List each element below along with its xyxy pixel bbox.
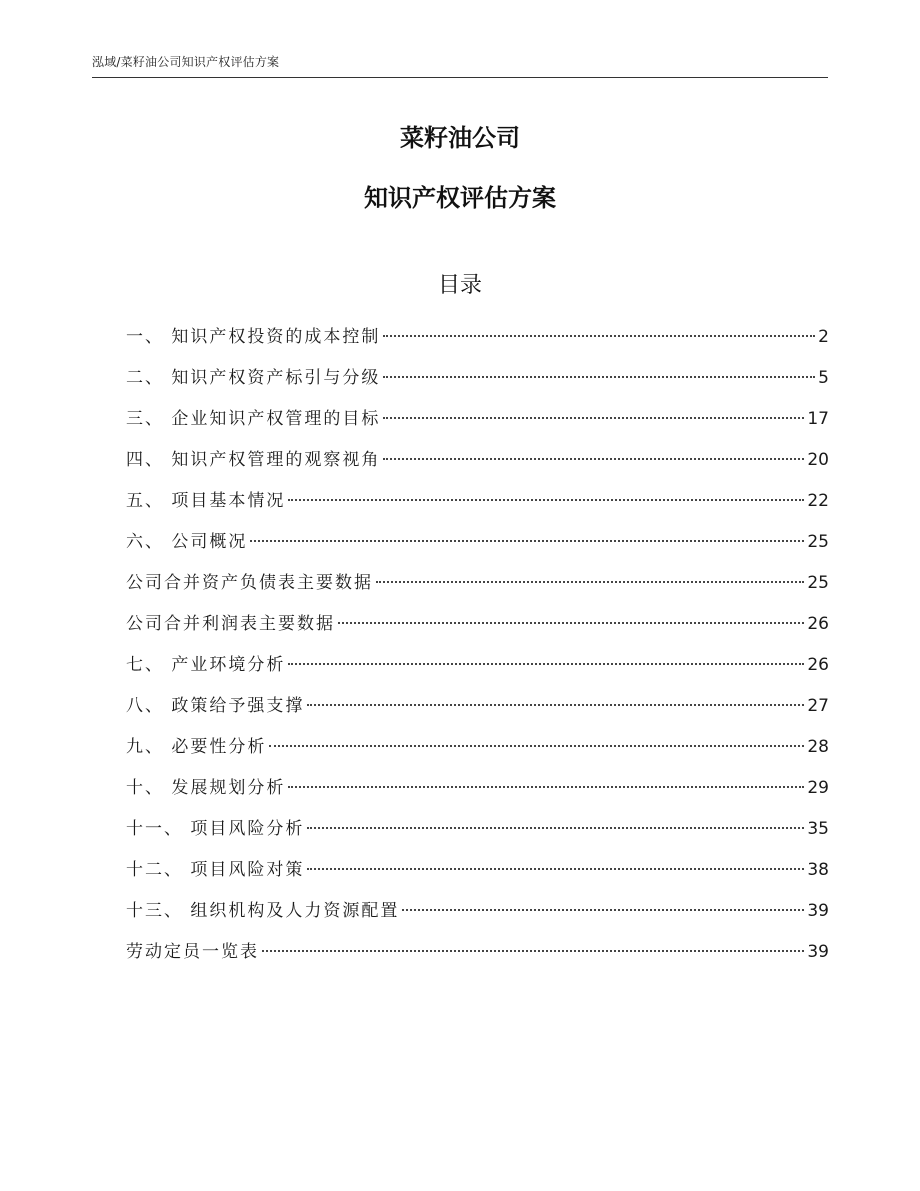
toc-entry-label: 七、 产业环境分析 (126, 655, 286, 675)
toc-entry[interactable] (126, 569, 829, 610)
toc-entry[interactable] (126, 446, 829, 487)
toc-dot-leader (307, 868, 804, 870)
toc-entry-page: 25 (807, 532, 829, 552)
toc-entry-label: 十、 发展规划分析 (126, 778, 286, 798)
toc-dot-leader (383, 417, 804, 419)
running-header: 泓域/菜籽油公司知识产权评估方案 (92, 55, 280, 69)
toc-dot-leader (383, 376, 815, 378)
toc-entry-label: 十二、 项目风险对策 (126, 860, 305, 880)
toc-entry[interactable] (126, 692, 829, 733)
toc-entry-page: 39 (807, 942, 829, 962)
toc-dot-leader (269, 745, 804, 747)
toc-entry-page: 20 (807, 450, 829, 470)
toc-entry-page: 2 (818, 327, 829, 347)
toc-entry-page: 26 (807, 655, 829, 675)
document-title-company: 菜籽油公司 (400, 124, 520, 152)
toc-entry-page: 28 (807, 737, 829, 757)
toc-entry-label: 六、 公司概况 (126, 532, 248, 552)
toc-entry[interactable] (126, 323, 829, 364)
document-title-subject: 知识产权评估方案 (364, 184, 556, 212)
toc-entry-page: 29 (807, 778, 829, 798)
toc-entry[interactable] (126, 364, 829, 405)
toc-entry-page: 17 (807, 409, 829, 429)
toc-entry-label: 三、 企业知识产权管理的目标 (126, 409, 381, 429)
toc-entry[interactable] (126, 487, 829, 528)
toc-entry[interactable] (126, 938, 829, 979)
toc-entry-label: 五、 项目基本情况 (126, 491, 286, 511)
toc-entry[interactable] (126, 774, 829, 815)
toc-dot-leader (288, 499, 804, 501)
toc-entry-label: 十三、 组织机构及人力资源配置 (126, 901, 400, 921)
toc-entry-page: 5 (818, 368, 829, 388)
toc-entry-page: 35 (807, 819, 829, 839)
toc-entry[interactable] (126, 528, 829, 569)
header-divider (92, 77, 828, 78)
toc-entry-label: 劳动定员一览表 (126, 942, 259, 962)
toc-entry[interactable] (126, 815, 829, 856)
toc-entry-label: 公司合并利润表主要数据 (126, 614, 335, 634)
toc-entry-label: 八、 政策给予强支撑 (126, 696, 305, 716)
table-of-contents (126, 323, 829, 979)
toc-dot-leader (376, 581, 804, 583)
toc-entry-label: 十一、 项目风险分析 (126, 819, 305, 839)
toc-entry[interactable] (126, 856, 829, 897)
toc-dot-leader (288, 663, 804, 665)
toc-entry-label: 一、 知识产权投资的成本控制 (126, 327, 381, 347)
toc-entry-page: 38 (807, 860, 829, 880)
toc-dot-leader (250, 540, 804, 542)
toc-entry-label: 四、 知识产权管理的观察视角 (126, 450, 381, 470)
toc-heading: 目录 (437, 273, 482, 298)
toc-dot-leader (383, 335, 815, 337)
toc-entry[interactable] (126, 897, 829, 938)
toc-dot-leader (288, 786, 804, 788)
toc-entry-label: 二、 知识产权资产标引与分级 (126, 368, 381, 388)
toc-entry-label: 九、 必要性分析 (126, 737, 267, 757)
toc-entry-label: 公司合并资产负债表主要数据 (126, 573, 373, 593)
toc-entry[interactable] (126, 733, 829, 774)
toc-entry[interactable] (126, 610, 829, 651)
toc-dot-leader (402, 909, 804, 911)
toc-dot-leader (307, 827, 804, 829)
toc-entry-page: 22 (807, 491, 829, 511)
toc-entry[interactable] (126, 405, 829, 446)
toc-dot-leader (383, 458, 804, 460)
toc-entry-page: 25 (807, 573, 829, 593)
toc-dot-leader (262, 950, 804, 952)
toc-dot-leader (307, 704, 804, 706)
toc-entry[interactable] (126, 651, 829, 692)
toc-entry-page: 39 (807, 901, 829, 921)
toc-dot-leader (338, 622, 804, 624)
toc-entry-page: 27 (807, 696, 829, 716)
toc-entry-page: 26 (807, 614, 829, 634)
